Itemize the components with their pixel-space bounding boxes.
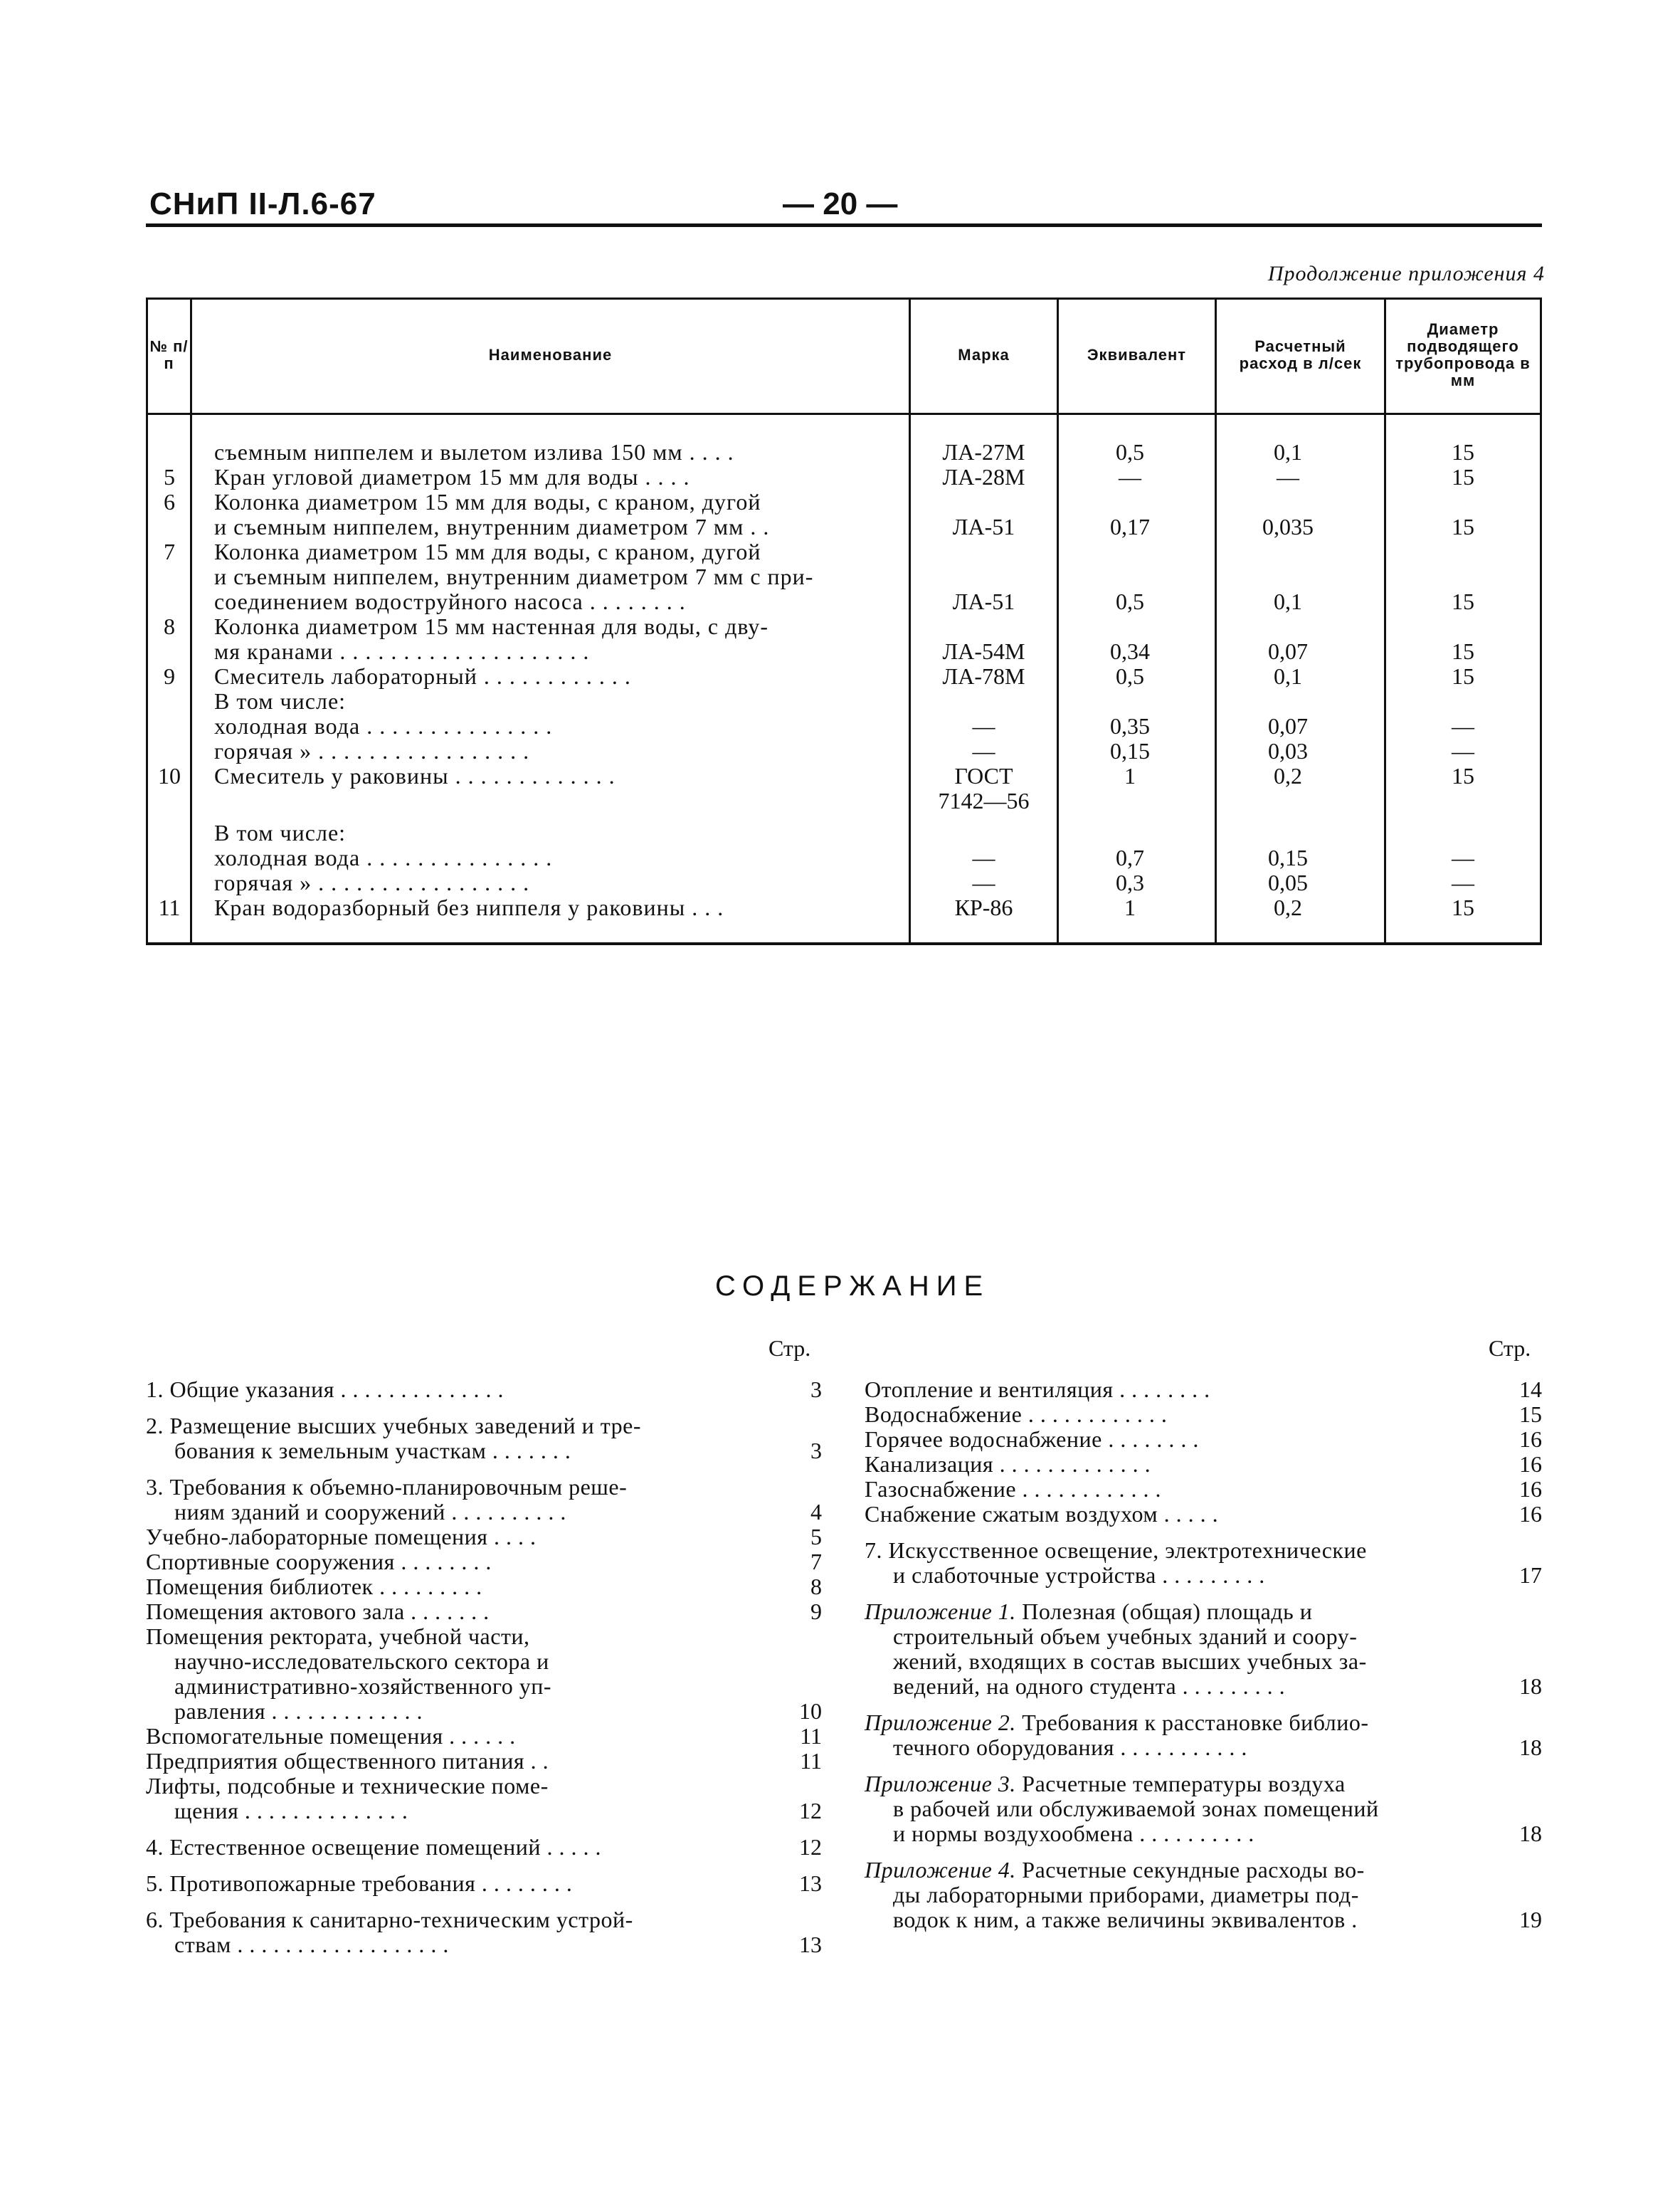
toc-page-number: 17 — [1519, 1562, 1542, 1588]
toc-entry-line: административно-хозяйственного уп- — [174, 1673, 551, 1699]
item-equivalent: 0,35 — [1110, 713, 1150, 739]
page-number: — 20 — — [783, 186, 898, 221]
toc-page-number: 14 — [1519, 1376, 1542, 1402]
item-flow: 0,2 — [1274, 895, 1302, 920]
toc-entry-line: и нормы воздухообмена . . . . . . . . . . — [893, 1821, 1254, 1846]
item-diameter: 15 — [1452, 464, 1474, 490]
item-flow: 0,07 — [1268, 638, 1308, 664]
toc-entry-line: жений, входящих в состав высших учебных за- — [893, 1648, 1367, 1674]
item-diameter: 15 — [1452, 514, 1474, 539]
toc-entry-line: Газоснабжение . . . . . . . . . . . . — [865, 1476, 1162, 1502]
item-mark: ЛА-78М — [942, 663, 1025, 689]
toc-entry-line: и слаботочные устройства . . . . . . . . . — [893, 1562, 1265, 1588]
item-name-line: холодная вода . . . . . . . . . . . . . . . — [214, 846, 553, 870]
toc-title: СОДЕРЖАНИЕ — [715, 1270, 990, 1302]
appendix-label: Приложение 3. — [865, 1771, 1016, 1796]
table-header-rule — [146, 413, 1542, 415]
toc-entry-text: Требования к расстановке библио- — [1015, 1710, 1369, 1735]
item-flow: 0,05 — [1268, 870, 1308, 895]
toc-entry-line: Помещения ректората, учебной части, — [146, 1623, 530, 1649]
toc-page-header-right: Стр. — [1489, 1335, 1531, 1361]
toc-page-number: 16 — [1519, 1451, 1542, 1477]
toc-entry-text: Расчетные секундные расходы во- — [1015, 1857, 1365, 1883]
toc-entry-line: Предприятия общественного питания . . — [146, 1748, 549, 1774]
item-name-line: мя кранами . . . . . . . . . . . . . . . . . . . . — [214, 639, 590, 664]
item-diameter: — — [1452, 845, 1474, 870]
toc-page-number: 3 — [810, 1438, 822, 1463]
toc-entry-line: Канализация . . . . . . . . . . . . . — [865, 1451, 1151, 1477]
item-name-line: и съемным ниппелем, внутренним диаметром 7 мм . . — [214, 515, 770, 539]
item-name-line: горячая » . . . . . . . . . . . . . . . . . — [214, 870, 530, 895]
toc-entry-line: ствам . . . . . . . . . . . . . . . . . . — [174, 1932, 449, 1957]
item-flow: 0,15 — [1268, 845, 1308, 870]
toc-entry-line: Помещения библиотек . . . . . . . . . — [146, 1574, 482, 1599]
col-header-diameter: Диаметр подводящего трубопровода в мм — [1395, 320, 1531, 389]
item-mark: ЛА-51 — [952, 589, 1015, 614]
toc-entry-line — [865, 1599, 1312, 1624]
item-flow: 0,1 — [1274, 589, 1302, 614]
toc-page-number: 3 — [810, 1376, 822, 1402]
continuation-note: Продолжение приложения 4 — [1267, 262, 1545, 285]
toc-page-number: 13 — [799, 1870, 822, 1896]
item-flow: 0,1 — [1274, 663, 1302, 689]
toc-entry-line: 5. Противопожарные требования . . . . . . . . — [146, 1870, 573, 1896]
toc-page-number: 11 — [800, 1723, 822, 1749]
appendix-table — [146, 298, 1542, 945]
toc-entry-line: Спортивные сооружения . . . . . . . . — [146, 1549, 492, 1574]
item-flow: 0,07 — [1268, 713, 1308, 739]
toc-entry-line: щения . . . . . . . . . . . . . . — [174, 1798, 408, 1823]
col-header-equivalent: Эквивалент — [1087, 346, 1187, 364]
item-mark: ГОСТ — [954, 763, 1013, 789]
item-mark: ЛА-28М — [942, 464, 1025, 490]
toc-entry-line: 3. Требования к объемно-планировочным реше- — [146, 1474, 628, 1500]
item-equivalent: — — [1119, 464, 1141, 490]
toc-page-number: 15 — [1519, 1401, 1542, 1427]
row-number: 11 — [158, 895, 181, 920]
item-diameter: 15 — [1452, 638, 1474, 664]
toc-entry-line: Водоснабжение . . . . . . . . . . . . — [865, 1401, 1168, 1427]
item-equivalent: 0,34 — [1110, 638, 1150, 664]
item-name-line: Колонка диаметром 15 мм для воды, с краном, дугой — [214, 539, 761, 564]
toc-page-number: 4 — [810, 1499, 822, 1525]
toc-entry-line: Вспомогательные помещения . . . . . . — [146, 1723, 516, 1749]
toc-page-number: 13 — [799, 1932, 822, 1957]
document-code: СНиП II-Л.6-67 — [149, 186, 376, 221]
toc-entry-line: 4. Естественное освещение помещений . . . . . — [146, 1834, 601, 1860]
appendix-label: Приложение 4. — [865, 1857, 1016, 1883]
toc-entry-line: бования к земельным участкам . . . . . . . — [174, 1438, 571, 1463]
toc-entry-text: Расчетные температуры воздуха — [1015, 1771, 1346, 1796]
toc-entry-line: Отопление и вентиляция . . . . . . . . — [865, 1376, 1210, 1402]
item-name-line: соединением водоструйного насоса . . . . . . . . — [214, 589, 686, 614]
item-equivalent: 1 — [1124, 895, 1136, 920]
item-name-line: горячая » . . . . . . . . . . . . . . . . . — [214, 739, 530, 764]
toc-entry-line: равления . . . . . . . . . . . . . — [174, 1698, 423, 1724]
item-flow: — — [1277, 464, 1299, 490]
item-mark: ЛА-51 — [952, 514, 1015, 539]
toc-page-number: 10 — [799, 1698, 822, 1724]
item-mark: — — [972, 713, 995, 739]
toc-page-number: 7 — [810, 1549, 822, 1574]
item-name-line: Колонка диаметром 15 мм для воды, с краном, дугой — [214, 490, 761, 515]
row-number: 9 — [164, 663, 175, 689]
item-name-line: Смеситель лабораторный . . . . . . . . . . . . — [214, 664, 631, 689]
item-name-line: Кран водоразборный без ниппеля у раковины . . . — [214, 895, 724, 920]
item-name-line: и съемным ниппелем, внутренним диаметром 7 мм с при- — [214, 564, 814, 589]
item-name-line: Колонка диаметром 15 мм настенная для воды, с дву- — [214, 614, 769, 639]
toc-entry-line — [865, 1710, 1369, 1735]
header-rule — [146, 223, 1542, 227]
row-number: 5 — [164, 464, 175, 490]
item-mark: — — [972, 738, 995, 764]
toc-entry-line: ведений, на одного студента . . . . . . . . . — [893, 1673, 1286, 1699]
toc-page-number: 11 — [800, 1748, 822, 1774]
col-header-name: Наименование — [488, 346, 613, 364]
row-number: 10 — [158, 763, 181, 789]
item-name-line: съемным ниппелем и вылетом излива 150 мм . . . . — [214, 440, 734, 465]
item-name-line: Кран угловой диаметром 15 мм для воды . . . . — [214, 465, 690, 490]
item-equivalent: 0,17 — [1110, 514, 1150, 539]
item-diameter: 15 — [1452, 895, 1474, 920]
toc-page-number: 8 — [810, 1574, 822, 1599]
toc-entry-line: строительный объем учебных зданий и соору- — [893, 1623, 1358, 1649]
item-name-line: В том числе: — [214, 689, 347, 714]
table-bottom-rule — [146, 942, 1542, 945]
toc-entry-line: Лифты, подсобные и технические поме- — [146, 1773, 549, 1799]
item-mark: КР-86 — [954, 895, 1013, 920]
toc-entry-line: 7. Искусственное освещение, электротехнические — [865, 1537, 1367, 1563]
toc-entry-line: Горячее водоснабжение . . . . . . . . — [865, 1426, 1199, 1452]
item-diameter: 15 — [1452, 763, 1474, 789]
appendix-label: Приложение 1. — [865, 1599, 1016, 1624]
item-flow: 0,2 — [1274, 763, 1302, 789]
item-mark: — — [972, 845, 995, 870]
row-number: 8 — [164, 614, 175, 639]
toc-page-number: 16 — [1519, 1476, 1542, 1502]
toc-page-number: 12 — [799, 1834, 822, 1860]
toc-entry-line: Учебно-лабораторные помещения . . . . — [146, 1524, 537, 1549]
item-flow: 0,035 — [1262, 514, 1314, 539]
item-flow: 0,1 — [1274, 439, 1302, 465]
toc-page-number: 19 — [1519, 1907, 1542, 1932]
toc-entry-line: водок к ним, а также величины эквивалентов . — [893, 1907, 1358, 1932]
toc-page-number: 16 — [1519, 1501, 1542, 1527]
item-diameter: 15 — [1452, 439, 1474, 465]
col-header-flow: Расчетный расход в л/сек — [1239, 337, 1362, 372]
toc-page-header-left: Стр. — [768, 1335, 811, 1361]
item-flow: 0,03 — [1268, 738, 1308, 764]
row-number: 7 — [164, 539, 175, 564]
toc-entry-line: ниям зданий и сооружений . . . . . . . . . . — [174, 1499, 566, 1525]
toc-entry-line: Помещения актового зала . . . . . . . — [146, 1599, 490, 1624]
toc-page-number: 12 — [799, 1798, 822, 1823]
toc-entry-line: ды лабораторными приборами, диаметры под- — [893, 1882, 1359, 1907]
item-equivalent: 0,5 — [1116, 439, 1144, 465]
item-diameter: — — [1452, 713, 1474, 739]
toc-entry-line: 6. Требования к санитарно-техническим устрой- — [146, 1907, 633, 1932]
item-mark: ЛА-54М — [942, 638, 1025, 664]
item-mark: — — [972, 870, 995, 895]
row-number: 6 — [164, 489, 175, 515]
item-equivalent: 0,15 — [1110, 738, 1150, 764]
item-mark: 7142—56 — [938, 788, 1030, 814]
toc-entry-line: 1. Общие указания . . . . . . . . . . . . . . — [146, 1376, 504, 1402]
item-equivalent: 0,5 — [1116, 663, 1144, 689]
item-name-line: Смеситель у раковины . . . . . . . . . . . . . — [214, 764, 616, 789]
item-mark: ЛА-27М — [942, 439, 1025, 465]
table-border — [1540, 298, 1542, 945]
toc-entry-text: Полезная (общая) площадь и — [1015, 1599, 1313, 1624]
toc-entry-line: 2. Размещение высших учебных заведений и тре- — [146, 1413, 641, 1438]
appendix-label: Приложение 2. — [865, 1710, 1016, 1735]
toc-page-number: 16 — [1519, 1426, 1542, 1452]
item-name-line: В том числе: — [214, 821, 347, 846]
item-diameter: 15 — [1452, 663, 1474, 689]
toc-entry-line — [865, 1858, 1365, 1883]
col-header-mark: Марка — [958, 346, 1010, 364]
toc-page-number: 5 — [810, 1524, 822, 1549]
item-equivalent: 0,5 — [1116, 589, 1144, 614]
item-equivalent: 0,3 — [1116, 870, 1144, 895]
item-equivalent: 1 — [1124, 763, 1136, 789]
item-name-line: холодная вода . . . . . . . . . . . . . . . — [214, 714, 553, 739]
toc-entry-line: Снабжение сжатым воздухом . . . . . — [865, 1501, 1219, 1527]
toc-page-number: 18 — [1519, 1673, 1542, 1699]
col-header-number: № п/п — [149, 337, 189, 372]
item-diameter: — — [1452, 870, 1474, 895]
toc-entry-line: в рабочей или обслуживаемой зонах помещений — [893, 1796, 1379, 1821]
toc-entry-line: научно-исследовательского сектора и — [174, 1648, 549, 1674]
toc-entry-line — [865, 1771, 1346, 1796]
toc-entry-line: течного оборудования . . . . . . . . . . . — [893, 1734, 1247, 1760]
toc-page-number: 18 — [1519, 1734, 1542, 1760]
item-diameter: 15 — [1452, 589, 1474, 614]
toc-page-number: 18 — [1519, 1821, 1542, 1846]
toc-page-number: 9 — [810, 1599, 822, 1624]
item-equivalent: 0,7 — [1116, 845, 1144, 870]
item-diameter: — — [1452, 738, 1474, 764]
